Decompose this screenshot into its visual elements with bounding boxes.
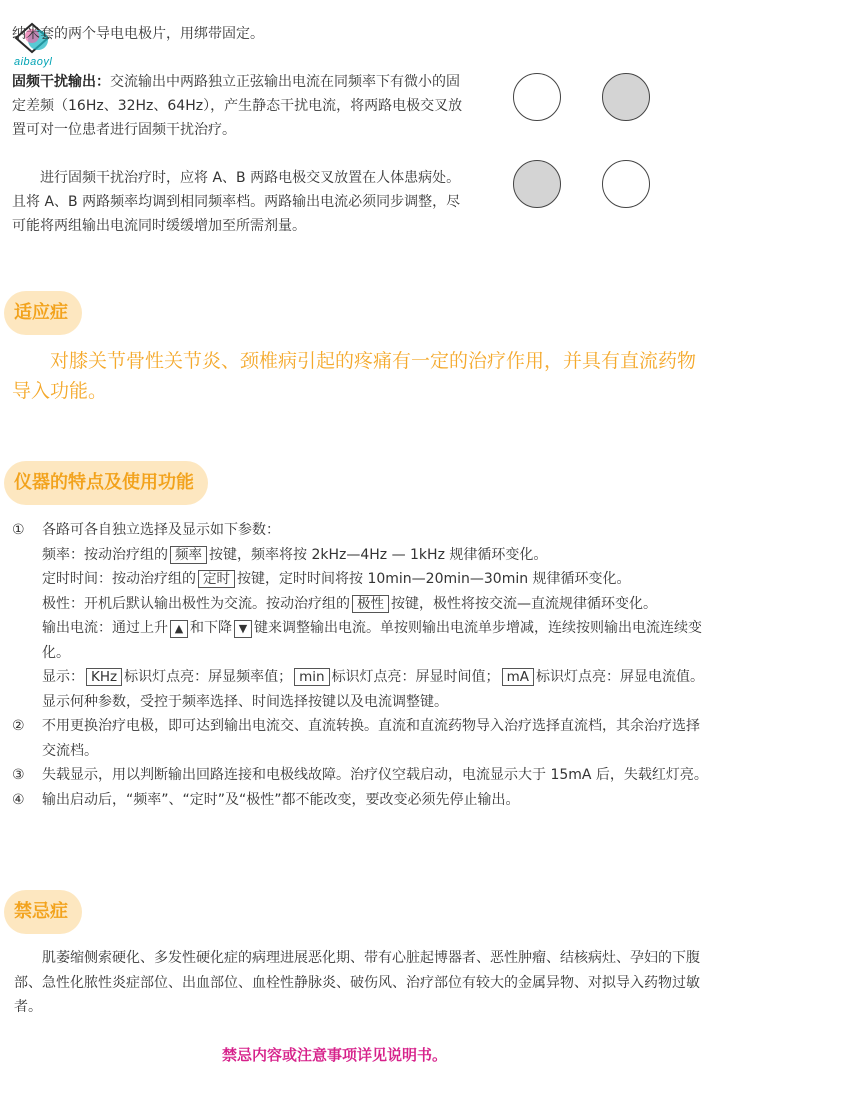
feature-item-4: [12, 788, 712, 813]
features-heading: 仪器的特点及使用功能: [4, 461, 208, 505]
indication-heading: 适应症: [4, 291, 82, 335]
feature-item-3: [12, 763, 712, 788]
feature-number: ④: [12, 791, 25, 808]
text: 标识灯点亮：屏显时间值；: [331, 669, 500, 685]
timer-key: 定时: [198, 570, 235, 588]
feature-polarity: [42, 592, 712, 617]
feature-number: ③: [12, 767, 25, 783]
feature-3-text: 失载显示，用以判断输出回路连接和电极线故障。治疗仪空载启动，电流显示大于 15mA 后，失载红灯亮。: [42, 767, 708, 783]
ma-indicator: mA: [502, 668, 534, 686]
indication-text: 对膝关节骨性关节炎、颈椎病引起的疼痛有一定的治疗作用，并具有直流药物导入功能。: [12, 350, 697, 402]
features-list: [12, 518, 712, 812]
text: 按键，极性将按交流—直流规律循环变化。: [391, 595, 657, 612]
text: 标识灯点亮：屏显频率值；: [124, 669, 293, 685]
feature-timer: [42, 567, 712, 592]
feature-1-head: 各路可各自独立选择及显示如下参数：: [42, 522, 280, 538]
polarity-key: 极性: [352, 595, 389, 613]
feature-current: [42, 616, 712, 665]
frequency-key: 频率: [170, 546, 207, 564]
text: 按键，频率将按 2kHz—4Hz — 1kHz 规律循环变化。: [209, 546, 548, 563]
feature-frequency: [42, 543, 712, 568]
feature-number: ②: [12, 718, 25, 734]
text: 极性：开机后默认输出极性为交流。按动治疗组的: [42, 595, 350, 612]
feature-item-1: [12, 518, 712, 714]
fixed-frequency-title: 固频干扰输出：: [12, 74, 110, 90]
khz-indicator: KHz: [86, 668, 122, 686]
feature-4-text: 输出启动后，“频率”、“定时”及“极性”都不能改变，要改变必须先停止输出。: [42, 791, 520, 808]
feature-item-2: [12, 714, 712, 763]
contraindication-text: 肌萎缩侧索硬化、多发性硬化症的病理进展恶化期、带有心脏起博器者、恶性肿瘤、结核病灶、孕妇的下腹部、急性化脓性炎症部位、出血部位、血栓性静脉炎、破伤风、治疗部位有较大的金属异物、对拟导入药物过敏者。: [14, 950, 700, 1015]
feature-number: ①: [12, 522, 25, 538]
intro-line: 纳米套的两个导电电极片，用绑带固定。: [12, 26, 264, 42]
logo-text: aibaoyl: [14, 56, 53, 68]
fixed-frequency-body: 交流输出中两路独立正弦输出电流在同频率下有微小的固定差频（16Hz、32Hz、64Hz），产生静态干扰电流，将两路电极交叉放置可对一位患者进行固频干扰治疗。: [12, 74, 463, 138]
text: 键来调整输出电流。单按则输出电流单步增减，连续按则输出电流连续变化。: [42, 620, 702, 661]
contraindication-heading: 禁忌症: [4, 890, 82, 934]
text: 标识灯点亮：屏显电流值。显示何种参数，受控于频率选择、时间选择按键以及电流调整键。: [42, 669, 704, 710]
fixed-frequency-paragraph: [12, 70, 466, 142]
min-indicator: min: [294, 668, 329, 686]
text: 输出电流：通过上升: [42, 620, 168, 636]
electrode-circle-b1: [602, 73, 650, 121]
text: 定时时间：按动治疗组的: [42, 571, 196, 587]
text: 和下降: [190, 620, 232, 636]
text: 频率：按动治疗组的: [42, 546, 168, 563]
footer-note: 禁忌内容或注意事项详见说明书。: [222, 1046, 448, 1064]
feature-2-text: 不用更换治疗电极，即可达到输出电流交、直流转换。直流和直流药物导入治疗选择直流档，其余治疗选择交流档。: [42, 718, 700, 759]
text: 按键，定时时间将按 10min—20min—30min 规律循环变化。: [237, 571, 631, 587]
down-arrow-icon: ▼: [234, 620, 252, 638]
electrode-circle-a1: [513, 73, 561, 121]
therapy-paragraph: 进行固频干扰治疗时，应将 A、B 两路电极交叉放置在人体患病处。且将 A、B 两路频率均调到相同频率档。两路输出电流必须同步调整，尽可能将两组输出电流同时缓缓增加至所需剂量。: [12, 170, 461, 234]
electrode-circle-b2: [513, 160, 561, 208]
electrode-circle-a2: [602, 160, 650, 208]
feature-display: [42, 665, 712, 714]
text: 显示：: [42, 669, 84, 685]
up-arrow-icon: ▲: [170, 620, 188, 638]
